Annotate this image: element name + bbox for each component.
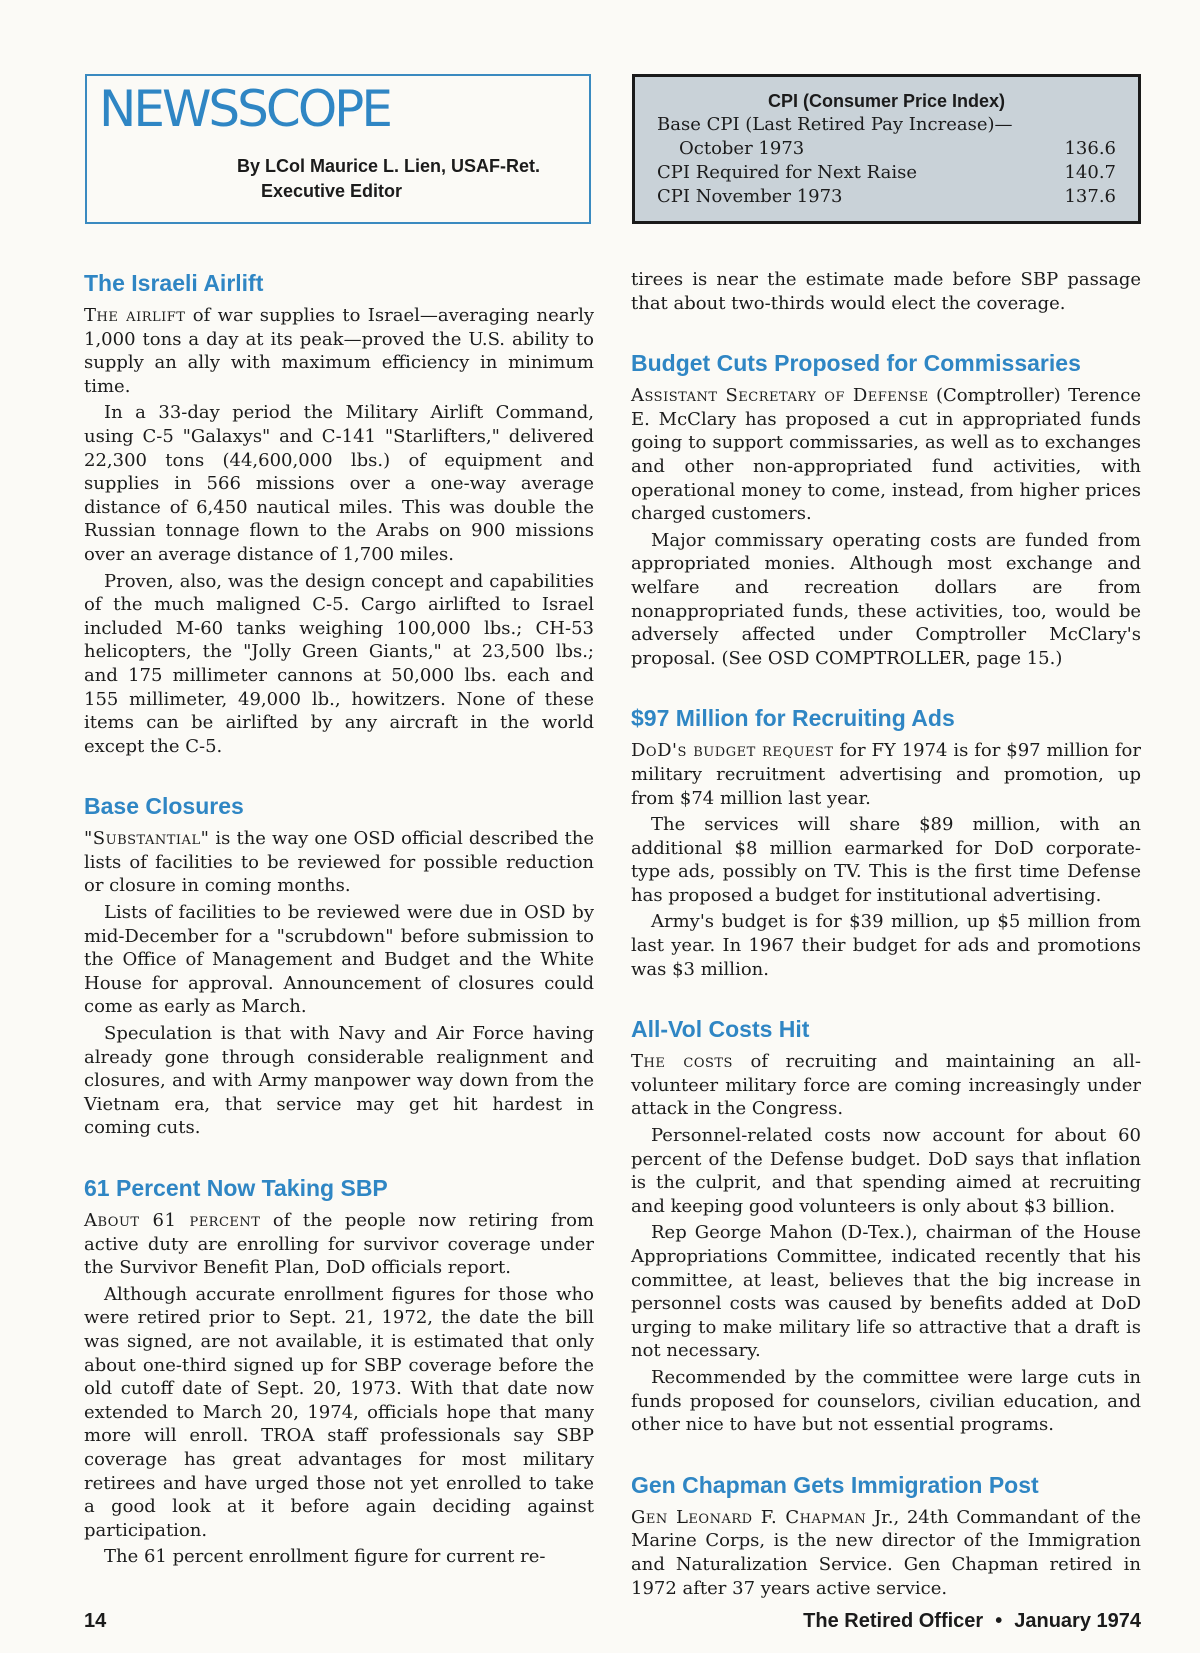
left-column [84, 268, 594, 1572]
byline [237, 154, 540, 204]
article-paragraph: Major commissary operating costs are funded from appropriated monies. Although most exchange and welfare and recreation dollars are from nonappropriated funds, these activities, too, would be adversely affected under Comptroller McClary's proposal. (See OSD COMPTROLLER, page 15.) [631, 529, 1141, 669]
paragraph-text: of war supplies to Israel—averaging nearly 1,000 tons a day at its peak—proved the U.S. ability to supply an ally with maximum efficiency in minimum time. [84, 305, 594, 397]
article-paragraph [84, 304, 594, 398]
article-heading: $97 Million for Recruiting Ads [631, 705, 955, 732]
article-paragraph: Personnel-related costs now account for about 60 percent of the Defense budget. DoD says that inflation is the culprit, and that spending aimed at recruiting and keeping good volunteers is only about $3 billion. [631, 1125, 1141, 1217]
cpi-row-value: 136.6 [1064, 138, 1116, 159]
article-heading: All-Vol Costs Hit [631, 1016, 810, 1043]
cpi-row-value: 137.6 [1064, 186, 1116, 207]
cpi-row [657, 137, 1116, 161]
paragraph-text: of the people now retiring from active duty are enrolling for survivor coverage under the Survivor Benefit Plan, DoD officials report. [84, 1210, 594, 1279]
article-paragraph [631, 384, 1141, 526]
cpi-row-label: CPI November 1973 [657, 186, 843, 207]
article-paragraph [84, 1209, 594, 1280]
paragraph-text: of recruiting and maintaining an all-volunteer military force are coming increasingly under attack in the Congress. [631, 1051, 1141, 1120]
cpi-row [657, 185, 1116, 209]
cpi-row-label: October 1973 [679, 138, 805, 159]
article-paragraph: The services will share $89 million, with an additional $8 million earmarked for DoD corporate-type ads, possibly on TV. This is the first time Defense has proposed a budget for institutional advertising. [631, 814, 1141, 906]
article-heading: Gen Chapman Gets Immigration Post [631, 1471, 1039, 1498]
byline-title: Executive Editor [261, 181, 403, 201]
cpi-row-label: Base CPI (Last Retired Pay Increase)— [657, 114, 1013, 135]
right-column [631, 268, 1141, 1603]
cpi-row-value: 140.7 [1064, 162, 1116, 183]
lead-in: "Substantial" [84, 828, 210, 850]
magazine-title: The Retired Officer [803, 1610, 984, 1632]
article-paragraph: Although accurate enrollment figures for those who were retired prior to Sept. 21, 1972, the date the bill was signed, are not available, it is estimated that only about one-third signed up for SBP coverage before the old cutoff date of Sept. 20, 1973. With that date now extended to March 20, 1974, officials hope that many more will enroll. TROA staff professionals say SBP coverage has great advantages for most military retirees and have urged those not yet enrolled to take a good look at it before again deciding against participation. [84, 1283, 594, 1541]
magazine-issue [803, 1610, 1141, 1633]
article-paragraph: Recommended by the committee were large cuts in funds proposed for counselors, civilian education, and other nice to have but not essential programs. [631, 1366, 1141, 1436]
lead-in: The airlift [84, 305, 186, 326]
cpi-title: CPI (Consumer Price Index) [767, 91, 1006, 111]
article-paragraph: Proven, also, was the design concept and capabilities of the much maligned C-5. Cargo airlifted to Israel included M-60 tanks weighing 100,000 lbs.; CH-53 helicopters, the "Jolly Green Giants," at 23,500 lbs.; and 175 millimeter cannons at 50,000 lbs. each and 155 millimeter, 49,000 lb., howitzers. None of these items can be airlifted by any aircraft in the world except the C-5. [84, 570, 594, 757]
paragraph-text: is the way one OSD official described the lists of facilities to be reviewed for possible reduction or closure in coming months. [84, 828, 594, 897]
page-number: 14 [84, 1610, 107, 1632]
newsscope-logo: NEWSSCOPE [99, 80, 390, 138]
article-paragraph: Speculation is that with Navy and Air Force having already gone through considerable realignment and closures, and with Army manpower way down from the Vietnam era, that service may get hit hardest in coming cuts. [84, 1023, 594, 1139]
article-paragraph: Army's budget is for $39 million, up $5 million from last year. In 1967 their budget for ads and promotions was $3 million. [631, 911, 1141, 980]
cpi-row [657, 113, 1116, 137]
article-paragraph: Lists of facilities to be reviewed were due in OSD by mid-December for a "scrubdown" before submission to the Office of Management and Budget and the White House for approval. Announcement of closures could come as early as March. [84, 902, 594, 1018]
article-paragraph [84, 827, 594, 898]
cpi-box [632, 74, 1141, 224]
article-paragraph: In a 33-day period the Military Airlift Command, using C-5 "Galaxys" and C-141 "Starlifters," delivered 22,300 tons (44,600,000 lbs.) of equipment and supplies in 566 missions over a one-way average distance of 6,450 nautical miles. This was double the Russian tonnage flown to the Arabs on 900 missions over an average distance of 1,700 miles. [84, 402, 594, 565]
paragraph-text: for FY 1974 is for $97 million for military recruitment advertising and promotion, up from $74 million last year. [631, 740, 1141, 809]
lead-in: Assistant Secretary of Defense [631, 385, 929, 407]
article-paragraph: tirees is near the estimate made before SBP passage that about two-thirds would elect the coverage. [631, 269, 1141, 314]
article-heading: 61 Percent Now Taking SBP [84, 1175, 388, 1201]
article-heading: The Israeli Airlift [84, 270, 264, 296]
lead-in: About 61 percent [84, 1210, 261, 1231]
paragraph-text: Jr., 24th Commandant of the Marine Corps, is the new director of the Immigration and Naturalization Service. Gen Chapman retired in 1972 after 37 years active service. [631, 1506, 1141, 1599]
byline-author: By LCol Maurice L. Lien, USAF-Ret. [237, 156, 541, 176]
lead-in: DoD's budget request [631, 740, 834, 762]
cpi-row [657, 161, 1116, 185]
article-heading: Budget Cuts Proposed for Commissaries [631, 350, 1081, 377]
cpi-row-label: CPI Required for Next Raise [657, 162, 917, 183]
lead-in: The costs [631, 1051, 733, 1073]
article-paragraph: The 61 percent enrollment figure for current re- [104, 1546, 546, 1568]
newsscope-masthead [85, 74, 591, 224]
article-paragraph [631, 739, 1141, 810]
article-heading: Base Closures [84, 793, 244, 820]
article-paragraph: Rep George Mahon (D-Tex.), chairman of the House Appropriations Committee, indicated recently that his committee, at least, believes that the big increase in personnel costs was caused by benefits added at DoD urging to make military life so attractive that a draft is not necessary. [631, 1222, 1141, 1362]
bullet-separator: • [995, 1610, 1003, 1632]
article-paragraph [631, 1506, 1141, 1600]
paragraph-text: (Comptroller) Terence E. McClary has proposed a cut in appropriated funds going to support commissaries, as well as to exchanges and other non-appropriated fund activities, with operational money to come, instead, from higher prices charged customers. [631, 385, 1141, 525]
lead-in: Gen Leonard F. Chapman [631, 1506, 867, 1528]
article-paragraph [631, 1050, 1141, 1121]
issue-date: January 1974 [1014, 1610, 1141, 1632]
